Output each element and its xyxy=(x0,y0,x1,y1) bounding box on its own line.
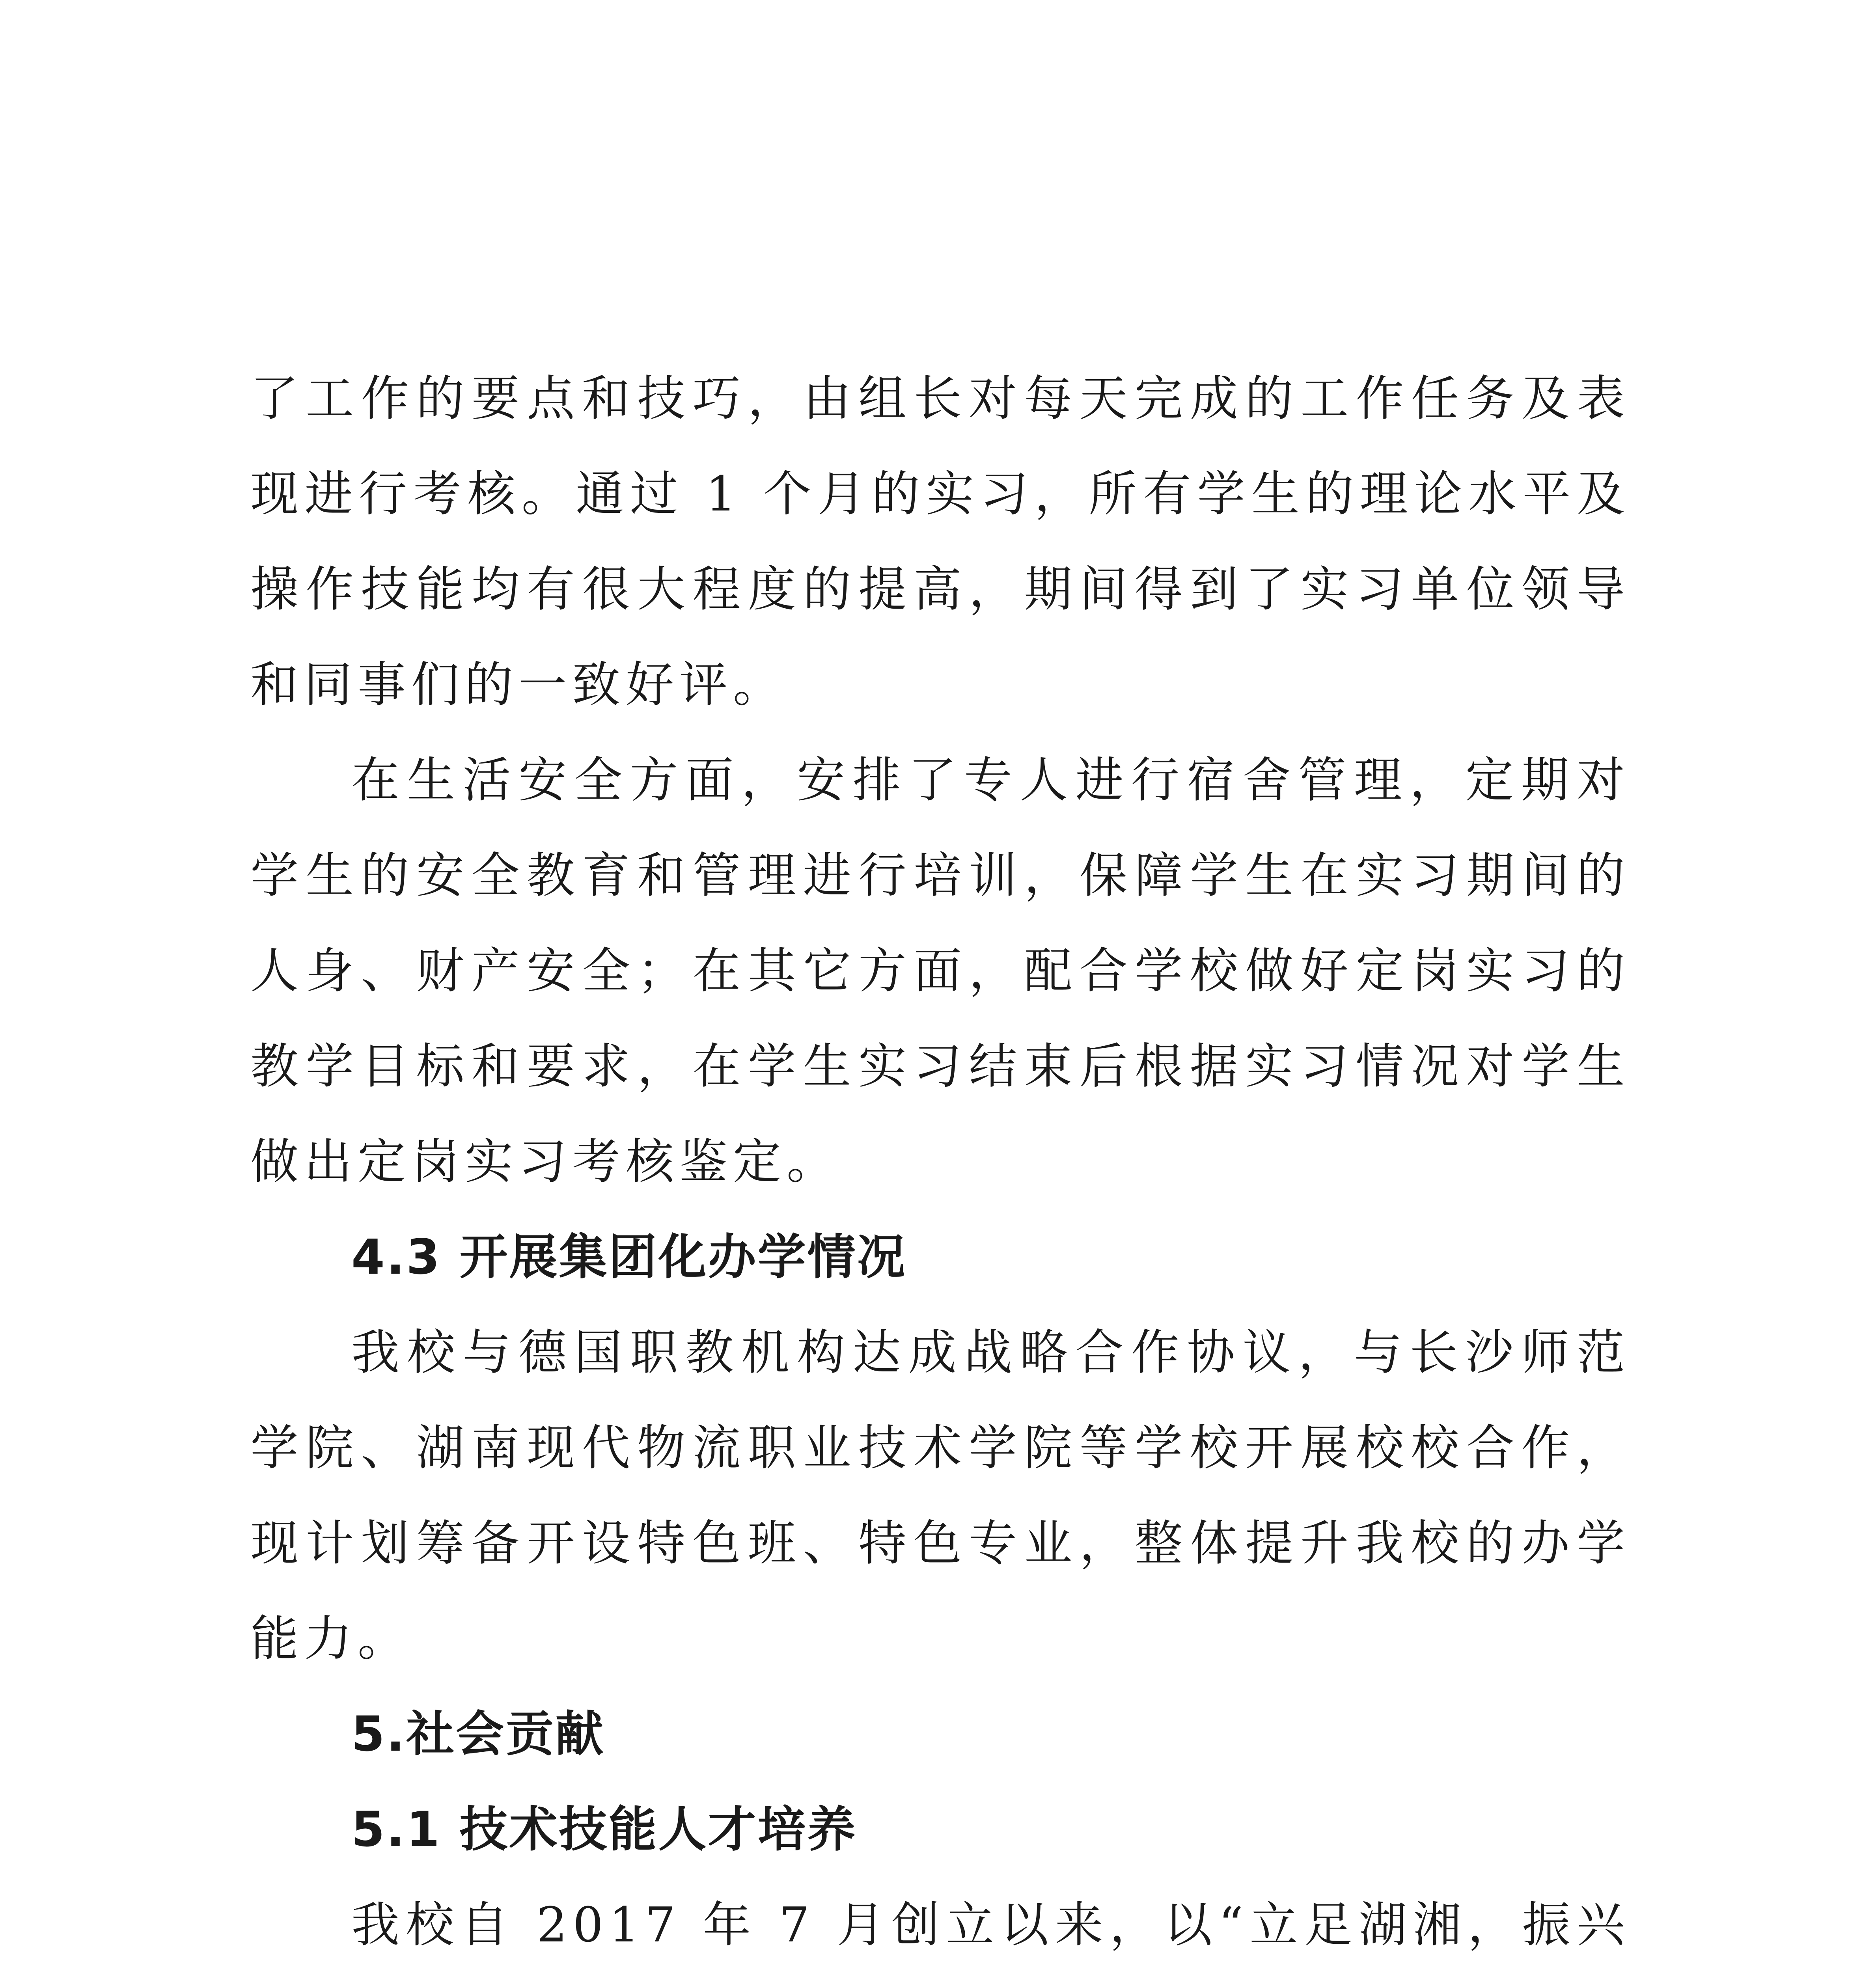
heading-4-3: 4.3 开展集团化办学情况 xyxy=(351,1229,907,1285)
paragraph-internship-assessment: 了工作的要点和技巧，由组长对每天完成的工作任务及表现进行考核。通过 1 个月的实习，所有学生的理论水平及操作技能均有很大程度的提高，期间得到了实习单位领导和同事们的一致好评。 xyxy=(250,371,1630,713)
heading-5-1: 5.1 技术技能人才培养 xyxy=(351,1801,857,1857)
heading-5: 5.社会贡献 xyxy=(351,1706,605,1762)
page-content xyxy=(250,351,1630,1971)
paragraph-safety-management: 在生活安全方面，安排了专人进行宿舍管理，定期对学生的安全教育和管理进行培训，保障学生在实习期间的人身、财产安全；在其它方面，配合学校做好定岗实习的教学目标和要求，在学生实习结束后根据实习情况对学生做出定岗实习考核鉴定。 xyxy=(250,752,1630,1190)
paragraph-talent-training: 我校自 2017 年 7 月创立以来，以“立足湖湘，振兴 xyxy=(351,1897,1630,1953)
paragraph-group-schooling: 我校与德国职教机构达成战略合作协议，与长沙师范学院、湖南现代物流职业技术学院等学校开展校校合作，现计划筹备开设特色班、特色专业，整体提升我校的办学能力。 xyxy=(250,1325,1630,1667)
